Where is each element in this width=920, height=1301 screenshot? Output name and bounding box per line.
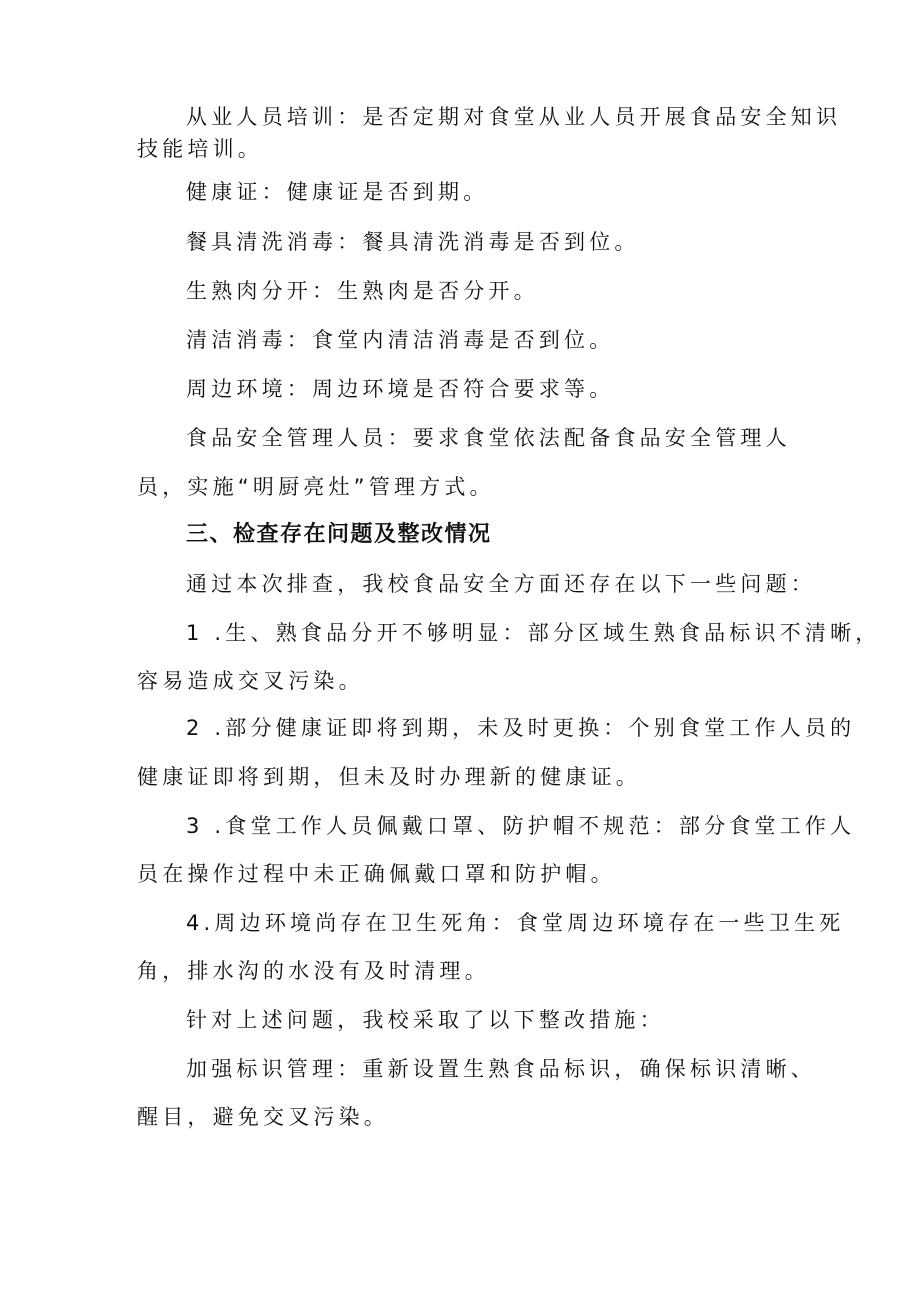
paragraph-health-certificate: 健康证：健康证是否到期。 <box>186 180 489 204</box>
measure-labeling-line2: 醒目，避免交叉污染。 <box>137 1105 389 1129</box>
issue-item-3-line1: 3 .食堂工作人员佩戴口罩、防护帽不规范：部分食堂工作人 <box>186 814 856 838</box>
issue-item-4-line1: 4.周边环境尚存在卫生死角：食堂周边环境存在一些卫生死 <box>186 911 845 935</box>
measure-labeling-line1: 加强标识管理：重新设置生熟食品标识，确保标识清晰、 <box>186 1057 816 1081</box>
issue-item-4-line2: 角，排水沟的水没有及时清理。 <box>137 959 490 983</box>
paragraph-raw-cooked-separation: 生熟肉分开：生熟肉是否分开。 <box>186 279 539 303</box>
paragraph-surrounding-environment: 周边环境：周边环境是否符合要求等。 <box>186 377 615 401</box>
issue-item-2-line1: 2 .部分健康证即将到期，未及时更换：个别食堂工作人员的 <box>186 716 856 740</box>
paragraph-safety-manager-line1: 食品安全管理人员：要求食堂依法配备食品安全管理人 <box>186 426 791 450</box>
issue-item-3-line2: 员在操作过程中未正确佩戴口罩和防护帽。 <box>137 862 616 886</box>
paragraph-cleaning-disinfection: 清洁消毒：食堂内清洁消毒是否到位。 <box>186 328 615 352</box>
paragraph-staff-training-line1: 从业人员培训：是否定期对食堂从业人员开展食品安全知识 <box>186 105 842 129</box>
paragraph-staff-training-line2: 技能培训。 <box>137 137 263 161</box>
paragraph-tableware-disinfection: 餐具清洗消毒：餐具清洗消毒是否到位。 <box>186 230 640 254</box>
paragraph-safety-manager-line2: 员，实施“明厨亮灶”管理方式。 <box>137 475 495 499</box>
issue-item-2-line2: 健康证即将到期，但未及时办理新的健康证。 <box>137 765 641 789</box>
issue-item-1-line2: 容易造成交叉污染。 <box>137 669 364 693</box>
paragraph-issues-intro: 通过本次排查，我校食品安全方面还存在以下一些问题： <box>186 572 816 596</box>
paragraph-measures-intro: 针对上述问题，我校采取了以下整改措施： <box>186 1008 665 1032</box>
issue-item-1-line1: 1 .生、熟食品分开不够明显：部分区域生熟食品标识不清晰， <box>186 621 881 645</box>
section-heading: 三、检查存在问题及整改情况 <box>186 522 492 547</box>
